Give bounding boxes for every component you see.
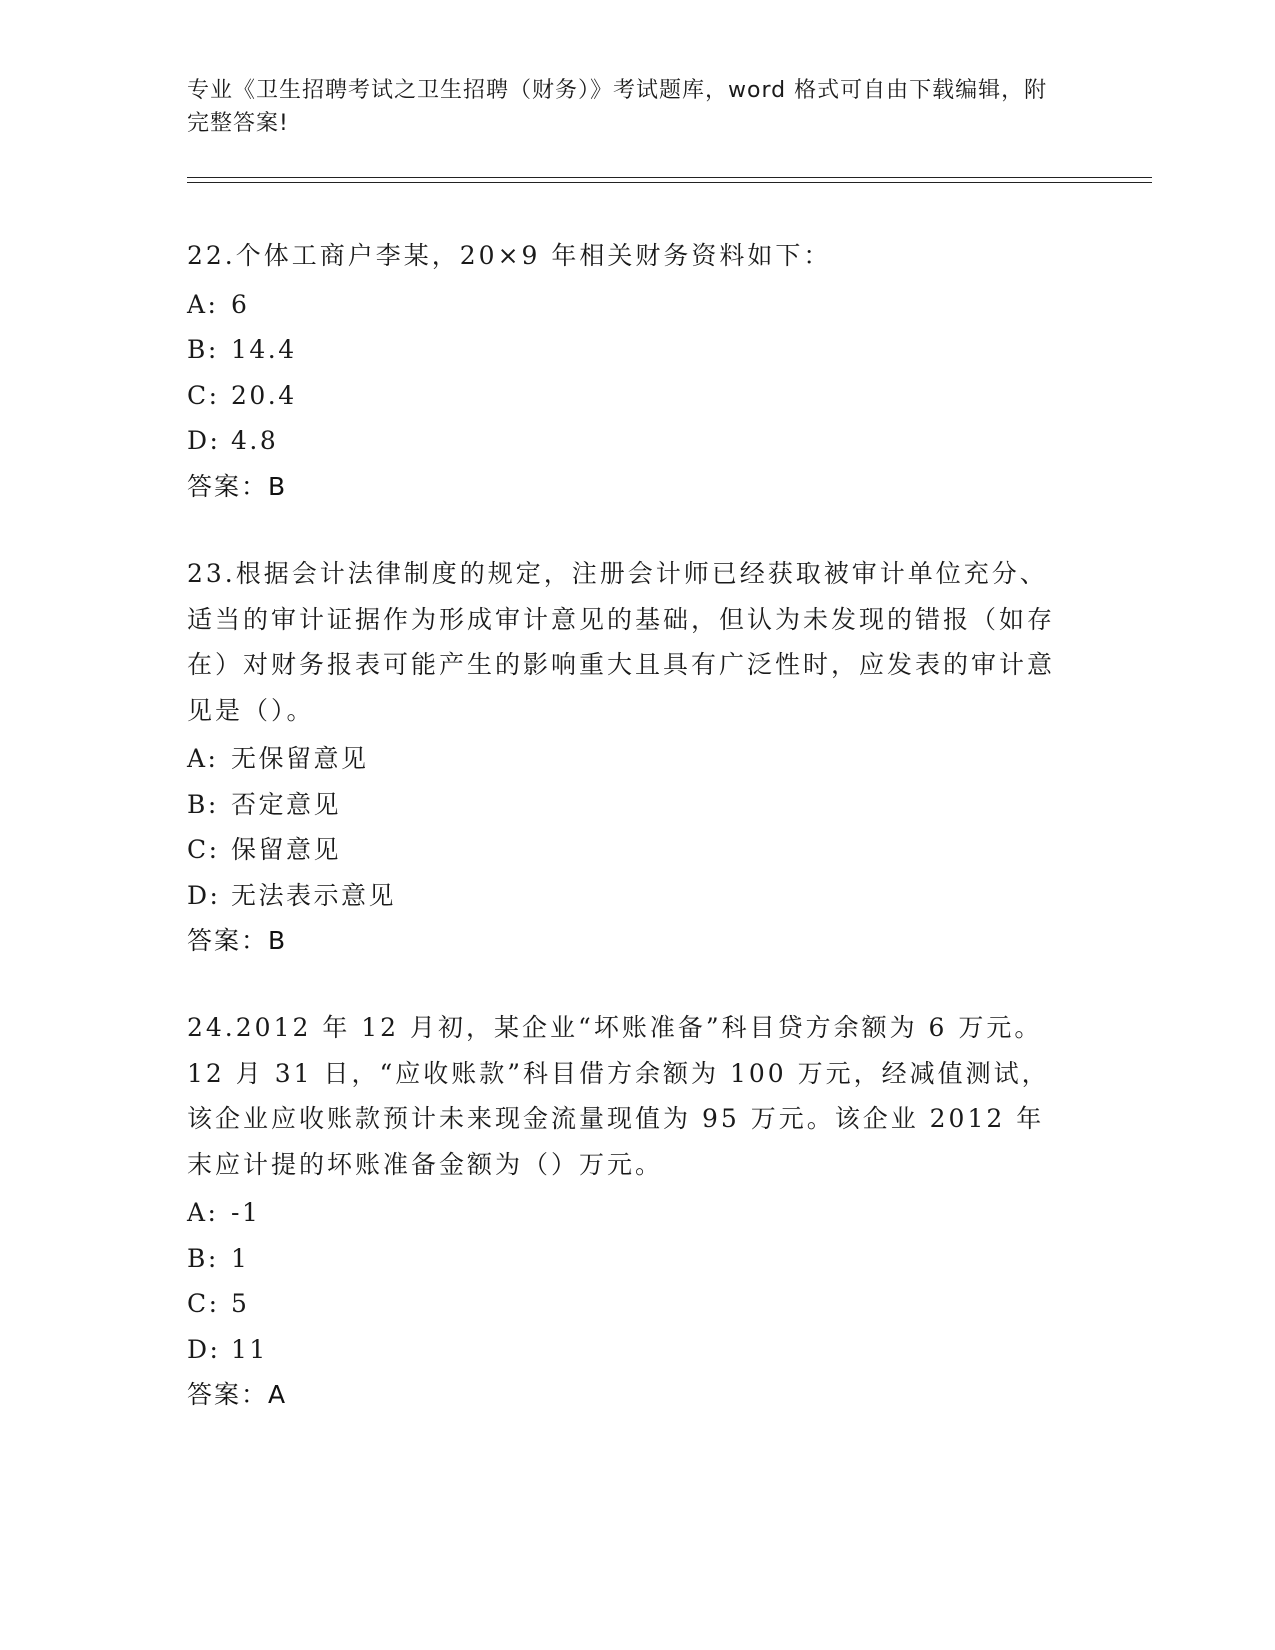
option-b bbox=[187, 327, 1072, 373]
option-text: 4.8 bbox=[231, 426, 279, 455]
answer-line: 答案：A bbox=[187, 1380, 288, 1409]
option-a bbox=[187, 1190, 1072, 1236]
option-letter: B: bbox=[187, 335, 219, 364]
header-divider-top bbox=[187, 177, 1152, 178]
option-text: 否定意见 bbox=[231, 789, 342, 819]
option-letter: D: bbox=[187, 426, 221, 455]
option-text: -1 bbox=[231, 1198, 261, 1227]
option-text: 20.4 bbox=[231, 380, 297, 410]
option-c bbox=[187, 827, 1072, 873]
option-d bbox=[187, 1327, 1072, 1373]
document-header: 专业《卫生招聘考试之卫生招聘（财务）》考试题库，word 格式可自由下载编辑，附完整答案! bbox=[187, 78, 1048, 136]
option-c bbox=[187, 373, 1072, 419]
option-letter: D: bbox=[187, 1334, 221, 1364]
option-text: 1 bbox=[231, 1243, 250, 1273]
option-text: 保留意见 bbox=[231, 835, 342, 864]
option-letter: C: bbox=[187, 1289, 220, 1318]
option-text: 无法表示意见 bbox=[231, 880, 397, 910]
option-b bbox=[187, 1236, 1072, 1282]
option-letter: B: bbox=[187, 789, 219, 819]
answer-line: 答案：B bbox=[187, 471, 288, 501]
option-letter: A: bbox=[187, 289, 219, 319]
option-text: 5 bbox=[231, 1289, 250, 1318]
option-b bbox=[187, 782, 1072, 828]
option-c bbox=[187, 1281, 1072, 1327]
option-letter: A: bbox=[187, 744, 219, 773]
question-stem: 23.根据会计法律制度的规定，注册会计师已经获取被审计单位充分、适当的审计证据作为形成审计意见的基础，但认为未发现的错报（如存在）对财务报表可能产生的影响重大且具有广泛性时，应发表的审计意见是（）。 bbox=[187, 559, 1056, 725]
answer-line: 答案：B bbox=[187, 926, 288, 955]
question-stem: 22.个体工商户李某，20×9 年相关财务资料如下： bbox=[187, 241, 832, 270]
option-d bbox=[187, 418, 1072, 464]
option-a bbox=[187, 736, 1072, 782]
option-letter: A: bbox=[187, 1198, 219, 1227]
question-24 bbox=[187, 1005, 1072, 1418]
question-23 bbox=[187, 551, 1072, 964]
option-text: 14.4 bbox=[231, 335, 297, 364]
option-letter: B: bbox=[187, 1243, 219, 1273]
option-text: 6 bbox=[231, 289, 250, 319]
option-letter: C: bbox=[187, 835, 220, 864]
question-stem: 24.2012 年 12 月初，某企业“坏账准备”科目贷方余额为 6 万元。12 月 31 日，“应收账款”科目借方余额为 100 万元，经减值测试，该企业应收账款预计未来现金流量现值为 95 万元。该企业 2012 年末应计提的坏账准备金额为（）万元。 bbox=[187, 1013, 1050, 1179]
option-text: 无保留意见 bbox=[231, 744, 369, 773]
header-divider-bottom bbox=[187, 182, 1152, 183]
option-d bbox=[187, 873, 1072, 919]
option-a bbox=[187, 282, 1072, 328]
option-text: 11 bbox=[231, 1334, 268, 1364]
option-letter: D: bbox=[187, 880, 221, 910]
option-letter: C: bbox=[187, 380, 220, 410]
question-22 bbox=[187, 233, 1072, 509]
